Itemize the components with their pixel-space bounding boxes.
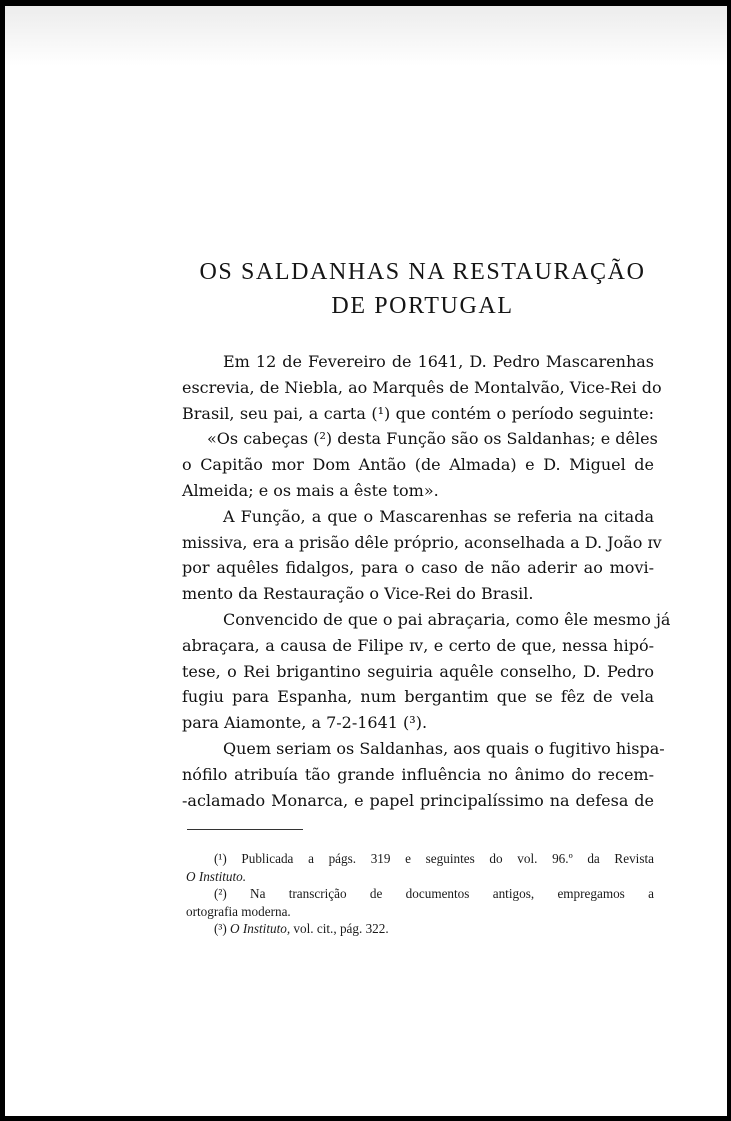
text-line: nófilo atribuía tão grande influência no ânimo do recem-	[182, 764, 654, 784]
paragraph-5	[182, 736, 665, 813]
text-line: tese, o Rei brigantino seguiria aquêle conselho, D. Pedro	[182, 661, 654, 681]
paragraph-2	[182, 426, 658, 503]
text-line: por aquêles fidalgos, para o caso de não aderir ao movi-	[182, 558, 654, 578]
text-line: fugiu para Espanha, num bergantim que se fêz de vela	[182, 687, 654, 707]
scan-shading	[5, 6, 727, 66]
text-line: para Aiamonte, a 7-2-1641 (³).	[182, 713, 428, 733]
body-text	[182, 349, 671, 813]
paragraph-1	[182, 349, 662, 426]
text-line: -aclamado Monarca, e papel principalíssimo na defesa de	[182, 790, 654, 810]
text-line: o Capitão mor Dom Antão (de Almada) e D. Miguel de	[182, 455, 654, 475]
page-title	[150, 255, 695, 323]
text-line: Convencido de que o pai abraçaria, como êle mesmo já	[223, 609, 671, 629]
footnote-3-ref: vol. cit., pág. 322.	[290, 921, 389, 936]
footnote-2-line-1: (²) Na transcrição de documentos antigos, empregamos a	[214, 886, 654, 901]
footnote-3-source: O Instituto,	[230, 921, 291, 936]
text-line: Quem seriam os Saldanhas, aos quais o fugitivo hispa-	[223, 738, 665, 758]
title-line-2: DE PORTUGAL	[331, 293, 514, 319]
footnote-3-line-1	[186, 920, 654, 938]
footnote-separator	[187, 829, 303, 830]
footnote-1-line-1: (¹) Publicada a págs. 319 e seguintes do vol. 96.º da Revista	[214, 851, 654, 866]
text-line: abraçara, a causa de Filipe ɪᴠ, e certo de que, nessa hipó-	[182, 635, 654, 655]
title-line-1: OS SALDANHAS NA RESTAURAÇÃO	[199, 259, 646, 285]
text-line: Em 12 de Fevereiro de 1641, D. Pedro Mascarenhas	[223, 352, 654, 371]
text-line: «Os cabeças (²) desta Função são os Saldanhas; e dêles	[207, 429, 658, 449]
footnote-3-marker: (³)	[214, 921, 231, 936]
footnote-2-line-2: ortografia moderna.	[186, 903, 291, 919]
paragraph-3	[182, 504, 662, 607]
paragraph-4	[182, 607, 671, 736]
footnotes	[186, 850, 654, 938]
text-line: Almeida; e os mais a êste tom».	[182, 480, 439, 500]
text-line: missiva, era a prisão dêle próprio, aconselhada a D. João ɪᴠ	[182, 532, 662, 552]
text-line: A Função, a que o Mascarenhas se referia na citada	[223, 506, 654, 526]
text-line: mento da Restauração o Vice-Rei do Brasil.	[182, 584, 534, 604]
footnote-1-line-2: O Instituto.	[186, 868, 247, 884]
text-line: escrevia, de Niebla, ao Marquês de Montalvão, Vice-Rei do	[182, 377, 662, 397]
text-line: Brasil, seu pai, a carta (¹) que contém o período seguinte:	[182, 403, 654, 423]
